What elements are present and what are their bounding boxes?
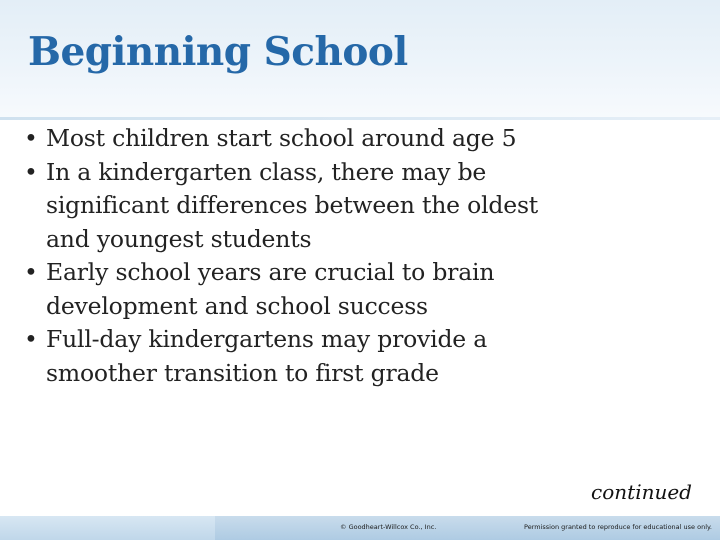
copyright-notice: © Goodheart-Willcox Co., Inc. [340,523,437,531]
bullet-line: Early school years are crucial to brain [46,258,495,286]
bullet-marker: • [24,325,38,353]
bullet-item [24,122,704,156]
bullet-list [24,122,704,390]
continued-label: continued [591,480,692,504]
bullet-line: and youngest students [46,224,312,253]
bullet-marker: • [24,124,38,152]
bullet-line: In a kindergarten class, there may be [46,157,487,186]
permission-notice: Permission granted to reproduce for educational use only. [524,523,712,531]
bullet-line: Most children start school around age 5 [46,124,517,152]
slide-title: Beginning School [28,29,408,75]
bullet-line: Full-day kindergartens may provide a [46,325,488,353]
bullet-line: significant differences between the oldest [46,191,539,219]
bullet-line: smoother transition to first grade [46,358,439,387]
bullet-line: development and school success [46,291,428,320]
bullet-marker: • [24,258,38,286]
bullet-marker: • [24,157,38,186]
header-divider [0,117,720,120]
bullet-item [24,156,704,257]
footer-accent-strip [0,516,215,540]
footer-bar [0,516,720,540]
bullet-item [24,256,704,323]
bullet-item [24,323,704,390]
